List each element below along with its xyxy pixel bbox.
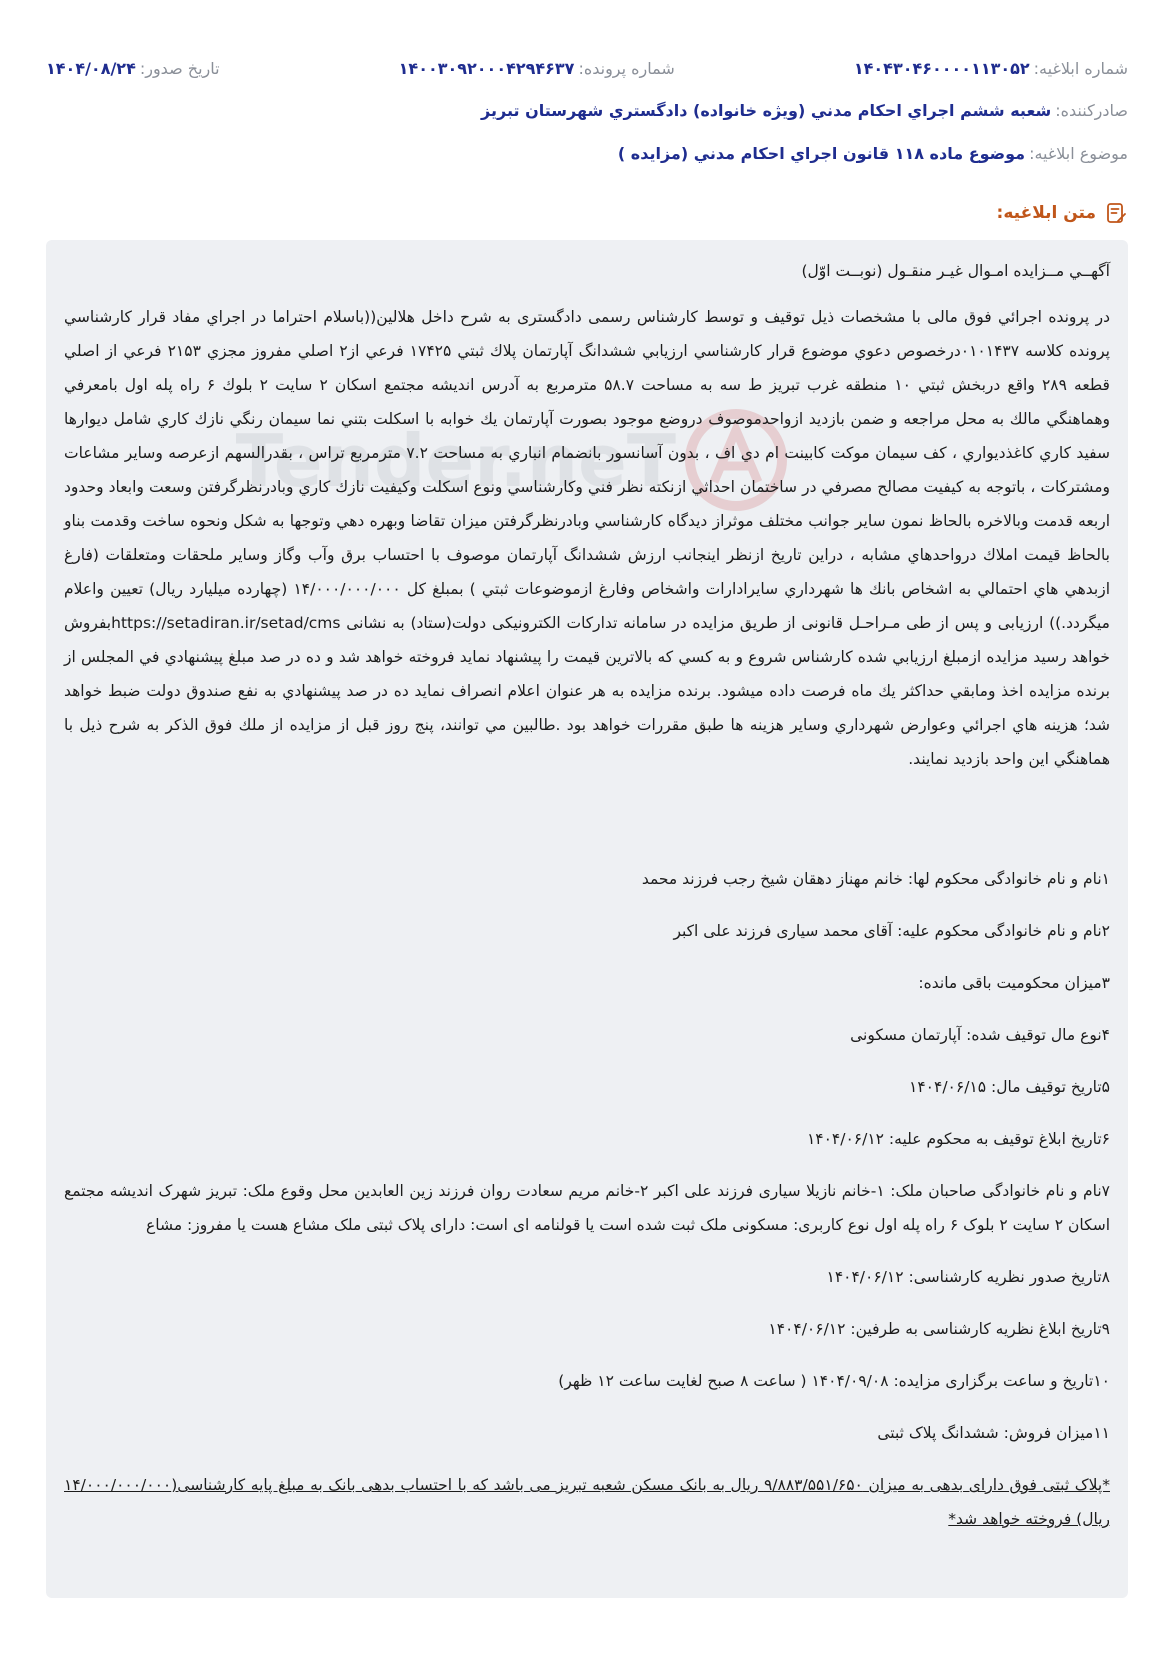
notice-number-label: شماره ابلاغیه: [1033,58,1128,78]
subject-value: موضوع ماده ۱۱۸ قانون اجراي احكام مدني (مزايده ) [617,143,1026,163]
notice-content-box [46,240,1128,1598]
case-number [399,59,675,78]
header-row-numbers [46,54,1128,82]
list-item: ۵تاریخ توقیف مال: ۱۴۰۴/۰۶/۱۵ [909,1078,1110,1096]
list-item: ۴نوع مال توقیف شده: آپارتمان مسکونی [850,1026,1110,1044]
list-item: ۸تاریخ صدور نظریه کارشناسی: ۱۴۰۴/۰۶/۱۲ [826,1268,1110,1286]
list-item: ۷نام و نام خانوادگی صاحبان ملک: ۱-خانم نازیلا سیاری فرزند علی اکبر ۲-خانم مریم سعادت روان فرزند زین العابدین محل وقوع ملک: تبریز شهرک اندیشه مجتمع اسکان ۲ سایت ۲ بلوک ۶ راه پله اول نوع کاربری: مسکونی ملک ثبت شده است یا قولنامه ای است: دارای پلاک ثبتی ملک مشاع هست یا مفروز: مشاع [64,1182,1110,1234]
spacer [64,776,1110,862]
list-item: ۹تاریخ ابلاغ نظریه کارشناسی به طرفین: ۱۴۰۴/۰۶/۱۲ [768,1320,1110,1338]
notice-number-value: ۱۴۰۴۳۰۴۶۰۰۰۰۱۱۳۰۵۲ [853,58,1030,78]
document-icon [1104,201,1128,225]
issue-date-label: تاریخ صدور: [139,58,220,78]
case-number-label: شماره پرونده: [578,58,675,78]
case-number-value: ۱۴۰۰۳۰۹۲۰۰۰۴۲۹۴۶۳۷ [398,58,575,78]
issuer-row [46,96,1128,124]
ad-title: آگهــي مــزايده امـوال غيـر منقـول (نوبــت اوّل) [801,262,1110,280]
issuer-label: صادرکننده: [1055,100,1128,120]
notice-number [854,59,1128,78]
subject-label: موضوع ابلاغیه: [1029,143,1128,163]
list-item: ۱۰تاریخ و ساعت برگزاری مزایده: ۱۴۰۴/۰۹/۰۸ ( ساعت ۸ صبح لغایت ساعت ۱۲ ظهر) [558,1372,1110,1390]
issue-date-value: ۱۴۰۴/۰۸/۲۴ [46,58,136,78]
section-title-text: متن ابلاغیه: [996,203,1096,223]
subject-row [46,139,1128,167]
issue-date [46,59,220,78]
list-item: ۳میزان محکومیت باقی مانده: [918,974,1110,992]
list-item: ۱۱میزان فروش: ششدانگ پلاک ثبتی [877,1424,1110,1442]
debt-note: *پلاک ثبتی فوق دارای بدهی به میزان ۹/۸۸۳/۵۵۱/۶۵۰ ریال به بانک مسکن شعبه تبریز می باشد که با احتساب بدهی بانک به مبلغ پایه کارشناسی(۱۴/۰۰۰/۰۰۰/۰۰۰ ریال) فروخته خواهد شد* [64,1476,1110,1528]
notice-text [64,254,1110,1536]
section-title [997,198,1128,228]
list-item: ۶تاریخ ابلاغ توقیف به محکوم علیه: ۱۴۰۴/۰۶/۱۲ [806,1130,1110,1148]
notice-body-paragraph: در پرونده اجرائي فوق مالی با مشخصات ذيل توقيف و توسط كارشناس رسمی دادگستری به شرح داخل هلالين((باسلام احتراما در اجراي مفاد قرار كارشناسي پرونده كلاسه ۰۱۰۱۴۳۷درخصوص دعوي موضوع قرار كارشناسي ارزيابي ششدانگ آپارتمان پلاك ثبتي ۱۷۴۲۵ فرعي از۲ اصلي مفروز مجزي ۲۱۵۳ فرعي از اصلي قطعه ۲۸۹ واقع دربخش ثبتي ۱۰ منطقه غرب تبريز ط سه به مساحت ۵۸.۷ مترمربع به آدرس اندیشه مجتمع اسكان ۲ سايت ۲ بلوك ۶ راه پله اول بامعرفي وهماهنگي مالك به محل مراجعه و ضمن بازديد ازواحدموصوف دروضع موجود بصورت آپارتمان يك خوابه با اسكلت بتني نما سيمان رنگي نازك كاري شامل ديوارها سفيد كاري كاغذديواري ، كف سيمان موكت كابينت ام دي اف ، بدون آسانسور بانضمام انباري به مساحت ۷.۲ مترمربع تراس ، بقدرالسهم ازعرصه وساير مشاعات ومشتركات ، باتوجه به كيفيت مصالح مصرفي در ساختمان احداثي ازنكته نظر فني وكارشناسي ونوع اسكلت وكيفيت نازك كاري وبادرنظرگرفتن وسعت وابعاد وحدود اربعه قدمت وبالاخره بالحاظ نمون ساير جوانب مختلف موثراز ديدگاه كارشناسي وبادرنظرگرفتن ميزان تقاضا وبهره دهي وتوجها به شكل ونحوه ساخت وقدمت بناو بالحاظ قيمت املاك درواحدهاي مشابه ، دراين تاريخ ازنظر اينجانب ارزش ششدانگ آپارتمان موصوف با احتساب برق وآب وگاز وساير ملحقات ومتعلقات (فارغ ازبدهي هاي احتمالي به اشخاص بانك ها شهرداري سايرادارات واشخاص وفارغ ازموضوعات ثبتي ) بمبلغ كل ۱۴/۰۰۰/۰۰۰/۰۰۰ (چهارده ميليارد ريال) تعيين واعلام ميگردد.)) ارزیابی و پس از طی مـراحـل قانونی از طریق مزایده در سامانه تدارکات الکترونیکی دولت(ستاد) به نشانی https://setadiran.ir/setad/cmsبفروش خواهد رسید مزایده ازمبلغ ارزيابي شده كارشناس شروع و به كسي كه بالاترين قيمت را پيشنهاد نمايد فروخته خواهد شد و ده در صد مبلغ پيشنهادي في المجلس از برنده مزايده اخذ ومابقي حداكثر يك ماه فرصت داده ميشود. برنده مزايده به هر عنوان اعلام انصراف نمايد ده در صد پيشنهادي به نفع صندوق دولت ضبط خواهد شد؛ هزينه هاي اجرائي وعوارض شهرداري وساير هزينه ها طبق مقررات خواهد بود .طالبين مي توانند، پنج روز قبل از مزايده از ملك فوق الذكر به شرح ذيل با هماهنگي اين واحد بازديد نمايند. [64,308,1110,768]
issuer-value: شعبه ششم اجراي احكام مدني (ويژه خانواده) دادگستري شهرستان تبريز [481,100,1052,120]
list-item: ۲نام و نام خانوادگی محکوم علیه: آقای محمد سیاری فرزند علی اکبر [673,922,1110,940]
list-item: ۱نام و نام خانوادگی محکوم لها: خانم مهناز دهقان شیخ رجب فرزند محمد [641,870,1110,888]
watermark-text: Tender.neT [236,419,676,503]
